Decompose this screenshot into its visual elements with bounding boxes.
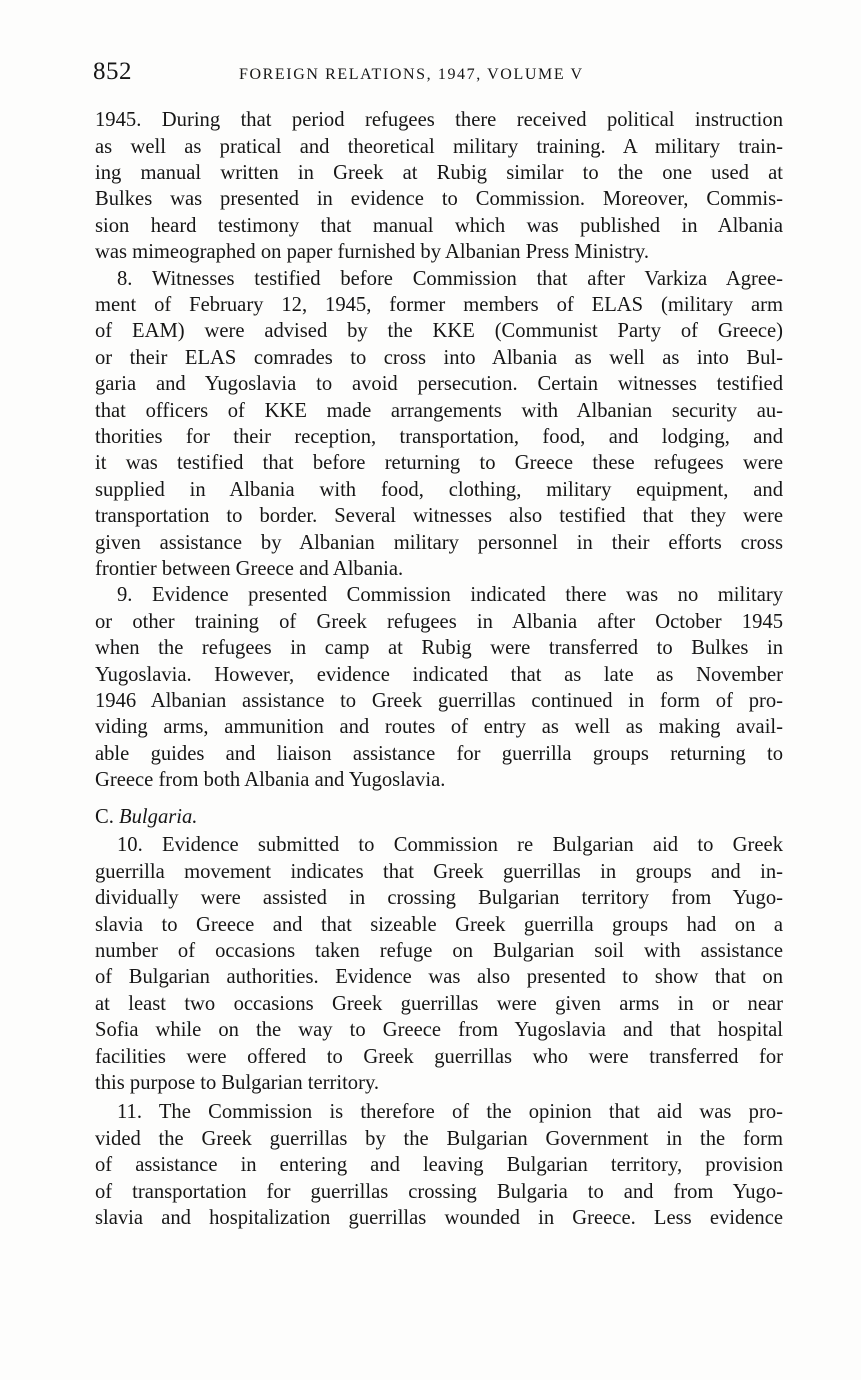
text-line: or their ELAS comrades to cross into Albania as well as into Bul- bbox=[95, 347, 783, 369]
section-letter: C. bbox=[95, 806, 114, 828]
text-line: vided the Greek guerrillas by the Bulgarian Government in the form bbox=[95, 1128, 783, 1150]
text-line: of assistance in entering and leaving Bulgarian territory, provision bbox=[95, 1154, 783, 1176]
text-line: of transportation for guerrillas crossing Bulgaria to and from Yugo- bbox=[95, 1181, 783, 1203]
text-line: viding arms, ammunition and routes of entry as well as making avail- bbox=[95, 716, 783, 738]
text-line: sion heard testimony that manual which was published in Albania bbox=[95, 215, 783, 237]
text-line: this purpose to Bulgarian territory. bbox=[95, 1072, 380, 1094]
text-line: 9. Evidence presented Commission indicated there was no military bbox=[117, 584, 783, 606]
text-line: or other training of Greek refugees in Albania after October 1945 bbox=[95, 611, 783, 633]
page-header bbox=[93, 58, 783, 92]
text-line: Yugoslavia. However, evidence indicated that as late as November bbox=[95, 664, 783, 686]
section-heading bbox=[95, 804, 197, 830]
text-line: ing manual written in Greek at Rubig similar to the one used at bbox=[95, 162, 783, 184]
text-line: given assistance by Albanian military personnel in their efforts cross bbox=[95, 532, 783, 554]
text-line: Greece from both Albania and Yugoslavia. bbox=[95, 769, 446, 791]
text-line: garia and Yugoslavia to avoid persecution. Certain witnesses testified bbox=[95, 373, 783, 395]
text-line: as well as pratical and theoretical military training. A military train- bbox=[95, 136, 783, 158]
text-line: ment of February 12, 1945, former members of ELAS (military arm bbox=[95, 294, 783, 316]
text-line: that officers of KKE made arrangements with Albanian security au- bbox=[95, 400, 783, 422]
text-line: Bulkes was presented in evidence to Commission. Moreover, Commis- bbox=[95, 188, 783, 210]
text-line: slavia and hospitalization guerrillas wounded in Greece. Less evidence bbox=[95, 1207, 783, 1229]
text-line: guerrilla movement indicates that Greek guerrillas in groups and in- bbox=[95, 861, 783, 883]
text-line: was mimeographed on paper furnished by Albanian Press Ministry. bbox=[95, 241, 650, 263]
text-line: 1945. During that period refugees there received political instruction bbox=[95, 109, 783, 131]
text-line: it was testified that before returning to Greece these refugees were bbox=[95, 452, 783, 474]
text-line: Sofia while on the way to Greece from Yugoslavia and that hospital bbox=[95, 1019, 783, 1041]
text-line: 8. Witnesses testified before Commission that after Varkiza Agree- bbox=[117, 268, 783, 290]
text-line: frontier between Greece and Albania. bbox=[95, 558, 404, 580]
text-line: of Bulgarian authorities. Evidence was also presented to show that on bbox=[95, 966, 783, 988]
text-line: able guides and liaison assistance for guerrilla groups returning to bbox=[95, 743, 783, 765]
section-title: Bulgaria. bbox=[119, 806, 198, 828]
text-line: when the refugees in camp at Rubig were transferred to Bulkes in bbox=[95, 637, 783, 659]
text-line: 1946 Albanian assistance to Greek guerrillas continued in form of pro- bbox=[95, 690, 783, 712]
text-line: 11. The Commission is therefore of the opinion that aid was pro- bbox=[117, 1101, 783, 1123]
text-line: dividually were assisted in crossing Bulgarian territory from Yugo- bbox=[95, 887, 783, 909]
text-line: transportation to border. Several witnesses also testified that they were bbox=[95, 505, 783, 527]
text-line: 10. Evidence submitted to Commission re Bulgarian aid to Greek bbox=[117, 834, 783, 856]
text-line: number of occasions taken refuge on Bulgarian soil with assistance bbox=[95, 940, 783, 962]
text-line: at least two occasions Greek guerrillas were given arms in or near bbox=[95, 993, 783, 1015]
text-line: facilities were offered to Greek guerrillas who were transferred for bbox=[95, 1046, 783, 1068]
page-number: 852 bbox=[93, 58, 132, 85]
text-line: of EAM) were advised by the KKE (Communist Party of Greece) bbox=[95, 320, 783, 342]
text-line: thorities for their reception, transportation, food, and lodging, and bbox=[95, 426, 783, 448]
text-line: slavia to Greece and that sizeable Greek guerrilla groups had on a bbox=[95, 914, 783, 936]
text-line: supplied in Albania with food, clothing, military equipment, and bbox=[95, 479, 783, 501]
running-head: FOREIGN RELATIONS, 1947, VOLUME V bbox=[239, 66, 584, 83]
